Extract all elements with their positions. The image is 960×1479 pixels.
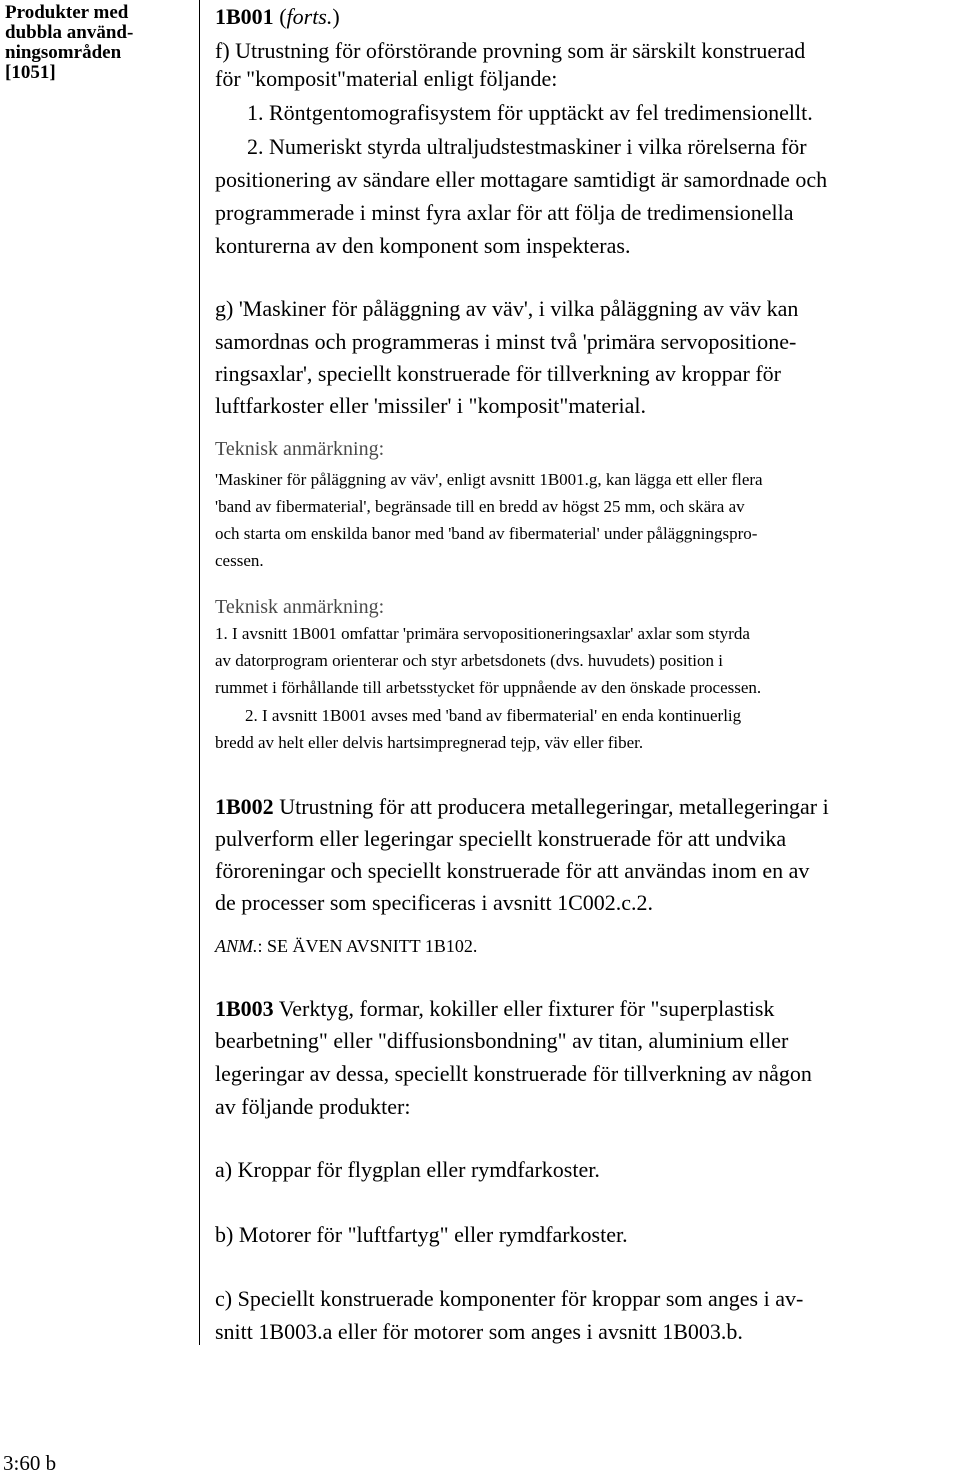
sidebar-title: Produkter med dubbla använd- ningsområden [1051] xyxy=(5,2,134,83)
text-line: Utrustning för att producera metallegeringar, metallegeringar i xyxy=(279,794,829,819)
text-line: 2. I avsnitt 1B001 avses med 'band av fibermaterial' en enda kontinuerlig xyxy=(245,706,742,725)
text-line: rummet i förhållande till arbetsstycket för uppnående av den önskade processen. xyxy=(215,678,762,697)
vertical-divider xyxy=(199,0,200,1345)
anm-text: : SE ÄVEN AVSNITT 1B102. xyxy=(257,936,478,956)
page-number: 3:60 b xyxy=(3,1451,57,1475)
text-line: föroreningar och speciellt konstruerade för att användas inom en av xyxy=(215,858,810,883)
text-line: positionering av sändare eller mottagare samtidigt är samordnade och xyxy=(215,167,828,192)
text-line: Verktyg, formar, kokiller eller fixturer för "superplastisk xyxy=(278,996,775,1021)
text-line: luftfarkoster eller 'missiler' i "komposit"material. xyxy=(215,393,646,418)
text-line: konturerna av den komponent som inspekteras. xyxy=(215,233,631,258)
anm-note xyxy=(215,936,477,957)
text-line: programmerade i minst fyra axlar för att följa de tredimensionella xyxy=(215,200,794,225)
text-line: bredd av helt eller delvis hartsimpregnerad tejp, väv eller fiber. xyxy=(215,733,644,752)
section-1b003 xyxy=(215,996,774,1022)
text-line: samordnas och programmeras i minst två 'primära servopositione- xyxy=(215,329,797,354)
text-line: snitt 1B003.a eller för motorer som anges i avsnitt 1B003.b. xyxy=(215,1319,743,1344)
technical-note-heading: Teknisk anmärkning: xyxy=(215,438,385,460)
text-line: de processer som specificeras i avsnitt 1C002.c.2. xyxy=(215,890,654,915)
anm-label: ANM. xyxy=(215,936,258,956)
section-heading: 1B001 (forts.) xyxy=(215,4,340,29)
text-line: 'band av fibermaterial', begränsade till en bredd av högst 25 mm, och skära av xyxy=(215,497,745,516)
list-item: 2. Numeriskt styrda ultraljudstestmaskiner i vilka rörelserna för xyxy=(247,134,807,159)
text-line: f) Utrustning för oförstörande provning som är särskilt konstruerad xyxy=(215,38,806,63)
text-line: av följande produkter: xyxy=(215,1094,411,1119)
text-line: legeringar av dessa, speciellt konstruerade för tillverkning av någon xyxy=(215,1061,812,1086)
list-item: 1. Röntgentomografisystem för upptäckt av fel tredimensionellt. xyxy=(247,100,813,125)
text-line: pulverform eller legeringar speciellt konstruerade för att undvika xyxy=(215,826,787,851)
text-line: av datorprogram orienterar och styr arbetsdonets (dvs. huvudets) position i xyxy=(215,651,723,670)
list-item: c) Speciellt konstruerade komponenter för kroppar som anges i av- xyxy=(215,1286,804,1311)
text-line: g) 'Maskiner för påläggning av väv', i vilka påläggning av väv kan xyxy=(215,296,799,321)
section-1b002 xyxy=(215,794,829,820)
text-line: 1. I avsnitt 1B001 omfattar 'primära servopositioneringsaxlar' axlar som styrda xyxy=(215,624,750,643)
text-line: cessen. xyxy=(215,551,264,570)
text-line: ringsaxlar', speciellt konstruerade för tillverkning av kroppar för xyxy=(215,361,781,386)
text-line: bearbetning" eller "diffusionsbondning" av titan, aluminium eller xyxy=(215,1028,789,1053)
text-line: för "komposit"material enligt följande: xyxy=(215,66,558,91)
text-line: 'Maskiner för påläggning av väv', enligt avsnitt 1B001.g, kan lägga ett eller flera xyxy=(215,470,763,489)
section-code: 1B002 xyxy=(215,794,274,819)
technical-note-heading: Teknisk anmärkning: xyxy=(215,596,385,618)
list-item: b) Motorer för "luftfartyg" eller rymdfarkoster. xyxy=(215,1222,628,1247)
section-code: 1B003 xyxy=(215,996,274,1021)
list-item: a) Kroppar för flygplan eller rymdfarkoster. xyxy=(215,1157,600,1182)
text-line: och starta om enskilda banor med 'band av fibermaterial' under påläggningspro- xyxy=(215,524,758,543)
